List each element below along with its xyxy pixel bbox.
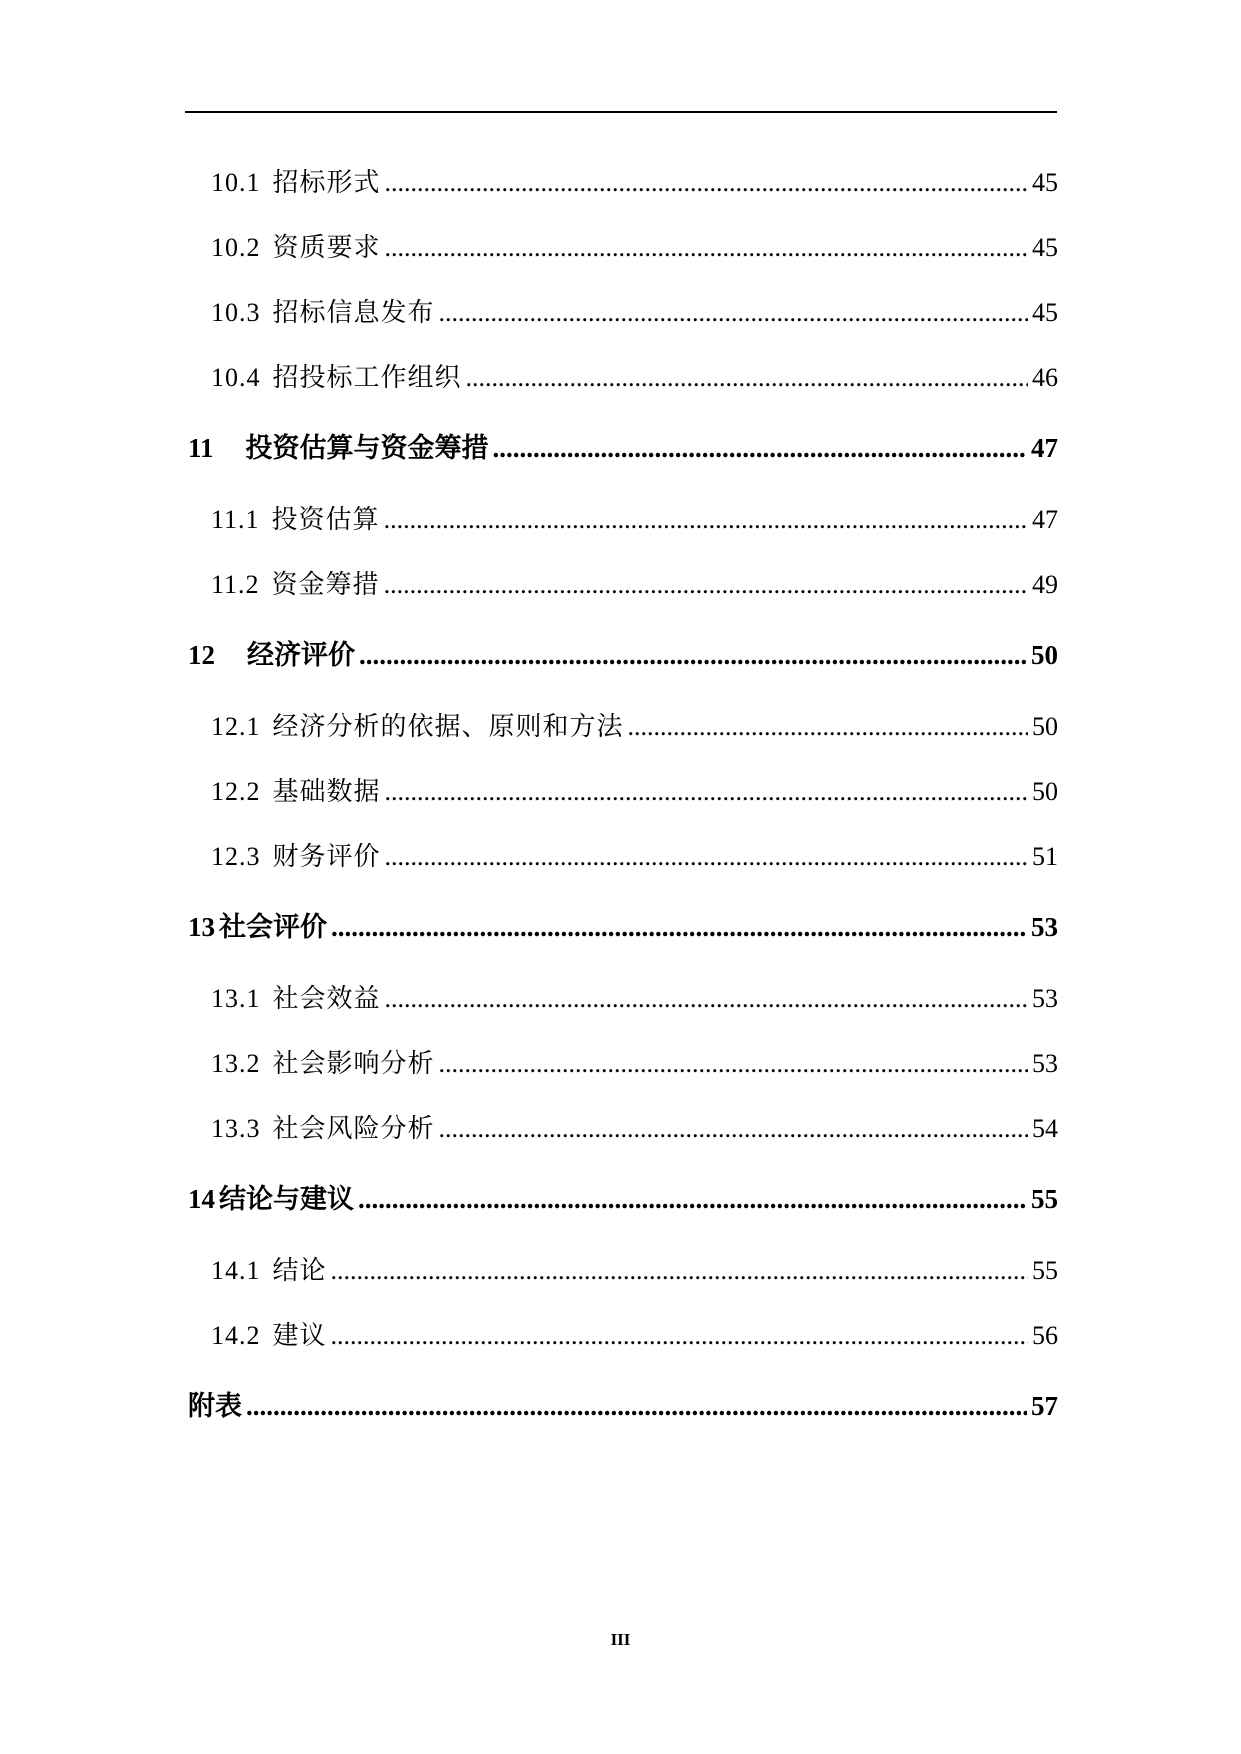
toc-dot-leader bbox=[439, 1031, 1028, 1096]
toc-dot-leader bbox=[385, 150, 1028, 215]
toc-chapter-title: 投资估算与资金筹措 bbox=[245, 433, 489, 463]
toc-entry-number: 12.1 bbox=[211, 712, 261, 741]
toc-entry-page: 50 bbox=[1032, 712, 1058, 741]
toc-entry-title: 招标形式 bbox=[272, 168, 381, 197]
toc-entry-14-2[interactable] bbox=[188, 1303, 1058, 1368]
toc-chapter-label bbox=[188, 889, 327, 966]
toc-entry-label bbox=[211, 345, 462, 410]
toc-dot-leader bbox=[439, 280, 1028, 345]
toc-entry-title: 资质要求 bbox=[272, 233, 381, 262]
toc-entry-13-2[interactable] bbox=[188, 1031, 1058, 1096]
toc-chapter-label bbox=[188, 410, 489, 487]
toc-entry-number: 11.2 bbox=[211, 570, 260, 599]
toc-entry-title: 结论 bbox=[272, 1256, 327, 1285]
toc-entry-number: 10.3 bbox=[211, 298, 261, 327]
toc-entry-label bbox=[211, 694, 624, 759]
toc-entry-label bbox=[211, 824, 381, 889]
toc-dot-leader bbox=[385, 215, 1028, 280]
toc-dot-leader bbox=[493, 410, 1027, 487]
toc-entry-page: 45 bbox=[1032, 233, 1058, 262]
toc-entry-number: 11.1 bbox=[211, 505, 260, 534]
toc-entry-title: 投资估算 bbox=[271, 505, 380, 534]
toc-chapter-number: 12 bbox=[188, 640, 215, 670]
toc-chapter-page: 53 bbox=[1031, 912, 1058, 942]
toc-entry-page: 49 bbox=[1032, 570, 1058, 599]
toc-entry-page: 51 bbox=[1032, 842, 1058, 871]
toc-entry-10-4[interactable] bbox=[188, 345, 1058, 410]
toc-dot-leader bbox=[331, 889, 1027, 966]
toc-entry-label bbox=[211, 215, 381, 280]
footer-page-number: III bbox=[610, 1630, 631, 1649]
toc-entry-title: 财务评价 bbox=[272, 842, 381, 871]
toc-chapter-number: 13 bbox=[188, 912, 215, 942]
toc-entry-title: 社会风险分析 bbox=[272, 1114, 435, 1143]
toc-entry-number: 13.1 bbox=[211, 984, 261, 1013]
toc-entry-page: 50 bbox=[1032, 777, 1058, 806]
toc-chapter-label bbox=[188, 1161, 354, 1238]
toc-entry-number: 12.3 bbox=[211, 842, 261, 871]
toc-chapter-title: 社会评价 bbox=[219, 912, 327, 942]
header-rule bbox=[185, 111, 1057, 113]
toc-entry-title: 社会影响分析 bbox=[272, 1049, 435, 1078]
toc-dot-leader bbox=[359, 617, 1027, 694]
toc-entry-page: 55 bbox=[1032, 1256, 1058, 1285]
toc-dot-leader bbox=[331, 1238, 1028, 1303]
toc-entry-13-1[interactable] bbox=[188, 966, 1058, 1031]
toc-entry-label bbox=[211, 552, 380, 617]
toc-entry-page: 56 bbox=[1032, 1321, 1058, 1350]
toc-dot-leader bbox=[628, 694, 1028, 759]
toc-entry-title: 基础数据 bbox=[272, 777, 381, 806]
toc-entry-page: 53 bbox=[1032, 984, 1058, 1013]
toc-entry-title: 招标信息发布 bbox=[272, 298, 435, 327]
toc-chapter-13[interactable] bbox=[188, 889, 1058, 966]
toc-entry-page: 45 bbox=[1032, 168, 1058, 197]
toc-entry-title: 经济分析的依据、原则和方法 bbox=[272, 712, 624, 741]
toc-dot-leader bbox=[385, 966, 1028, 1031]
toc-entry-title: 建议 bbox=[272, 1321, 327, 1350]
toc-chapter-page: 57 bbox=[1031, 1391, 1058, 1421]
toc-entry-12-2[interactable] bbox=[188, 759, 1058, 824]
toc-dot-leader bbox=[384, 552, 1028, 617]
toc-entry-label bbox=[211, 150, 381, 215]
toc-entry-label bbox=[211, 280, 435, 345]
toc-entry-number: 10.4 bbox=[211, 363, 261, 392]
toc-entry-number: 13.2 bbox=[211, 1049, 261, 1078]
toc-chapter-label bbox=[188, 1368, 242, 1445]
toc-entry-label bbox=[211, 1238, 327, 1303]
toc-entry-12-3[interactable] bbox=[188, 824, 1058, 889]
toc-entry-14-1[interactable] bbox=[188, 1238, 1058, 1303]
toc-dot-leader bbox=[439, 1096, 1028, 1161]
toc-chapter-number: 14 bbox=[188, 1184, 215, 1214]
toc-entry-number: 13.3 bbox=[211, 1114, 261, 1143]
toc-dot-leader bbox=[385, 759, 1028, 824]
toc-entry-number: 10.2 bbox=[211, 233, 261, 262]
toc-chapter-14[interactable] bbox=[188, 1161, 1058, 1238]
toc-entry-label bbox=[211, 759, 381, 824]
toc-entry-number: 14.2 bbox=[211, 1321, 261, 1350]
toc-entry-10-3[interactable] bbox=[188, 280, 1058, 345]
toc-entry-number: 10.1 bbox=[211, 168, 261, 197]
toc-dot-leader bbox=[246, 1368, 1027, 1445]
toc-entry-title: 资金筹措 bbox=[271, 570, 380, 599]
toc-entry-11-1[interactable] bbox=[188, 487, 1058, 552]
toc-entry-number: 14.1 bbox=[211, 1256, 261, 1285]
toc-entry-page: 45 bbox=[1032, 298, 1058, 327]
toc-entry-title: 社会效益 bbox=[272, 984, 381, 1013]
toc-entry-page: 53 bbox=[1032, 1049, 1058, 1078]
toc-dot-leader bbox=[385, 824, 1028, 889]
toc-entry-label bbox=[211, 966, 381, 1031]
toc-entry-10-1[interactable] bbox=[188, 150, 1058, 215]
toc-entry-page: 54 bbox=[1032, 1114, 1058, 1143]
toc-entry-label bbox=[211, 487, 380, 552]
toc-entry-label bbox=[211, 1031, 435, 1096]
toc-entry-number: 12.2 bbox=[211, 777, 261, 806]
toc-chapter-page: 47 bbox=[1031, 433, 1058, 463]
toc-entry-11-2[interactable] bbox=[188, 552, 1058, 617]
toc-dot-leader bbox=[358, 1161, 1027, 1238]
toc-entry-title: 招投标工作组织 bbox=[272, 363, 462, 392]
toc-chapter-appendix[interactable] bbox=[188, 1368, 1058, 1445]
toc-dot-leader bbox=[384, 487, 1028, 552]
toc-chapter-page: 55 bbox=[1031, 1184, 1058, 1214]
toc-chapter-11[interactable] bbox=[188, 410, 1058, 487]
toc-entry-label bbox=[211, 1096, 435, 1161]
toc-chapter-label bbox=[188, 617, 355, 694]
toc-chapter-number: 11 bbox=[188, 433, 214, 463]
toc-chapter-12[interactable] bbox=[188, 617, 1058, 694]
toc-entry-label bbox=[211, 1303, 327, 1368]
toc-dot-leader bbox=[466, 345, 1028, 410]
toc-entry-12-1[interactable] bbox=[188, 694, 1058, 759]
toc-entry-page: 46 bbox=[1032, 363, 1058, 392]
table-of-contents bbox=[188, 150, 1058, 1445]
toc-chapter-title: 结论与建议 bbox=[219, 1184, 354, 1214]
toc-entry-13-3[interactable] bbox=[188, 1096, 1058, 1161]
toc-chapter-page: 50 bbox=[1031, 640, 1058, 670]
toc-dot-leader bbox=[331, 1303, 1028, 1368]
toc-entry-10-2[interactable] bbox=[188, 215, 1058, 280]
toc-entry-page: 47 bbox=[1032, 505, 1058, 534]
toc-chapter-title: 附表 bbox=[188, 1391, 242, 1421]
toc-chapter-title: 经济评价 bbox=[247, 640, 355, 670]
